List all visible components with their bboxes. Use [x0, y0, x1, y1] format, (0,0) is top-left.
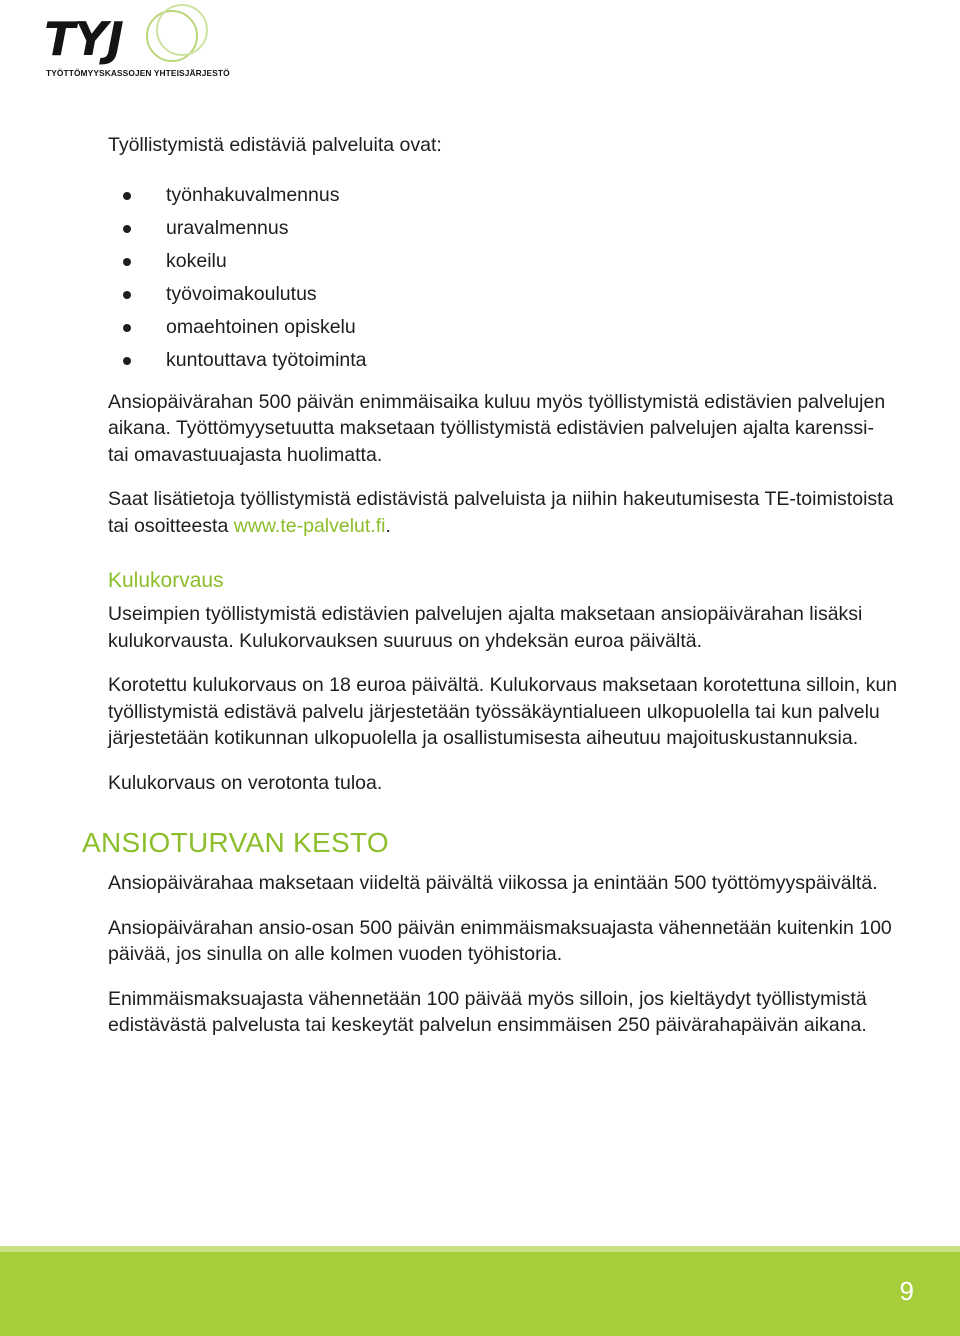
page-number: 9 — [899, 1276, 914, 1306]
list-item: uravalmennus — [108, 212, 898, 245]
te-palvelut-link[interactable]: www.te-palvelut.fi — [233, 514, 386, 537]
paragraph-more-info: Saat lisätietoja työllistymistä edistävistä palveluista ja niihin hakeutumisesta TE-toimistoista tai osoitteesta www.te-palvelut.fi. — [108, 488, 894, 537]
bullet-icon — [123, 258, 131, 266]
list-item: työvoimakoulutus — [108, 278, 898, 311]
list-item: omaehtoinen opiskelu — [108, 311, 898, 344]
tyj-logo — [44, 2, 230, 82]
list-item: työnhakuvalmennus — [108, 179, 898, 212]
bullet-icon — [123, 225, 131, 233]
kulukorvaus-heading: Kulukorvaus — [108, 569, 224, 592]
footer-bar — [0, 1246, 960, 1336]
logo-rings-icon — [140, 2, 210, 68]
bullet-icon — [123, 324, 131, 332]
services-intro: Työllistymistä edistäviä palveluita ovat: — [108, 134, 442, 156]
list-item: kokeilu — [108, 245, 898, 278]
ansioturvan-kesto-heading: ANSIOTURVAN KESTO — [82, 827, 389, 858]
paragraph-max-duration: Ansiopäivärahan 500 päivän enimmäisaika kuluu myös työllistymistä edistävien palvelujen aikana. Työttömyysetuutta maksetaan työllistymistä edistävien palvelujen ajalta karenssi- tai omavastuuajasta huolimatta. — [108, 390, 886, 466]
kulukorvaus-paragraph: Useimpien työllistymistä edistävien palvelujen ajalta maksetaan ansiopäivärahan lisäksi kulukorvausta. Kulukorvauksen suuruus on yhdeksän euroa päivältä. — [108, 603, 863, 652]
bullet-icon — [123, 291, 131, 299]
kesto-paragraph: Enimmäismaksuajasta vähennetään 100 päivää myös silloin, jos kieltäydyt työllistymistä edistävästä palvelusta tai keskeytät palvelun ensimmäisen 250 päivärahapäivän aikana. — [108, 987, 867, 1036]
logo-subtitle: TYÖTTÖMYYSKASSOJEN YHTEISJÄRJESTÖ — [46, 68, 230, 78]
logo-text: TYJ — [44, 12, 123, 66]
kesto-paragraph: Ansiopäivärahan ansio-osan 500 päivän enimmäismaksuajasta vähennetään kuitenkin 100 päivää, jos sinulla on alle kolmen vuoden työhistoria. — [108, 916, 892, 965]
bullet-icon — [123, 192, 131, 200]
kulukorvaus-paragraph: Kulukorvaus on verotonta tuloa. — [108, 771, 383, 794]
kulukorvaus-paragraph: Korotettu kulukorvaus on 18 euroa päivältä. Kulukorvaus maksetaan korotettuna silloin, kun työllistymistä edistävä palvelu järjestetään työssäkäyntialueen ulkopuolella tai kun palvelu järjestetään kotikunnan ulkopuolella ja osallistumisesta aiheutuu majoituskustannuksia. — [108, 674, 898, 749]
list-item: kuntouttava työtoiminta — [108, 344, 898, 377]
kesto-paragraph: Ansiopäivärahaa maksetaan viideltä päivältä viikossa ja enintään 500 työttömyyspäivältä. — [108, 872, 878, 894]
bullet-icon — [123, 357, 131, 365]
page-content — [82, 132, 898, 1057]
services-list — [108, 179, 898, 377]
